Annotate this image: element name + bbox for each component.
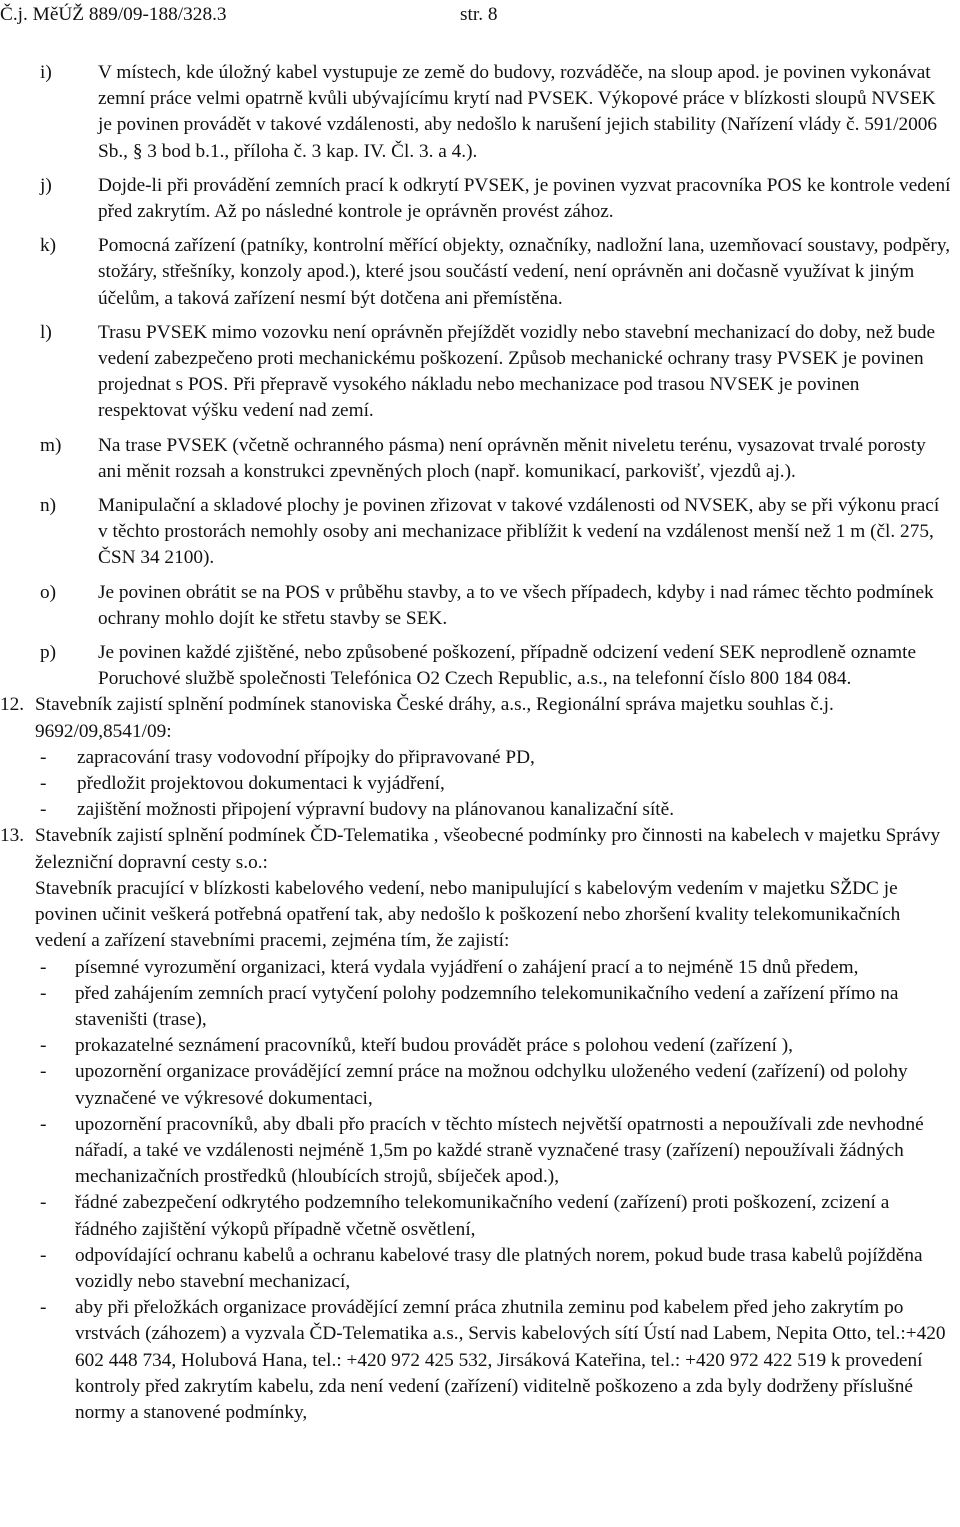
bullet-text: předložit projektovou dokumentaci k vyjádření, bbox=[77, 773, 445, 795]
bullet-text: upozornění pracovníků, aby dbali přo pracích v těchto místech největší opatrnosti a nepoužívali zde nevhodné nářadí, a také ve vzdálenosti nejméně 1,5m po každé straně vyznačené trasy (zařízení) nepoužívali žádných mechanizačních prostředků (hloubících strojů, sbíječek apod.), bbox=[75, 1113, 924, 1188]
list-item bbox=[0, 640, 960, 692]
section-13 bbox=[0, 823, 960, 875]
bullet-text: prokazatelné seznámení pracovníků, kteří budou provádět práce s polohou vedení (zařízení ), bbox=[75, 1035, 793, 1057]
section-number: 12. bbox=[0, 694, 25, 716]
bullet-item bbox=[0, 981, 960, 1033]
item-text: Trasu PVSEK mimo vozovku není oprávněn přejíždět vozidly nebo stavební mechanizací do doby, než bude vedení zabezpečeno proti mechanickému poškození. Způsob mechanické ochrany trasy PVSEK je povinen projednat s POS. Při přepravě vysokého nákladu nebo mechanizace pod trasou NVSEK je povinen respektovat výšku vedení nad zemí. bbox=[98, 321, 936, 422]
bullet-text: písemné vyrozumění organizaci, která vydala vyjádření o zahájení prací a to nejméně 15 dnů předem, bbox=[75, 956, 859, 978]
section-12 bbox=[0, 692, 960, 744]
bullet-item bbox=[0, 1059, 960, 1111]
item-text: Je povinen obrátit se na POS v průběhu stavby, a to ve všech případech, kdyby i nad rámec těchto podmínek ochrany mohlo dojít ke střetu stavby se SEK. bbox=[98, 581, 934, 629]
section-text: Stavebník zajistí splnění podmínek ČD-Telematika , všeobecné podmínky pro činnosti na kabelech v majetku Správy železniční dopravní cesty s.o.: bbox=[35, 825, 941, 873]
bullet-item bbox=[0, 1190, 960, 1242]
dash-marker: - bbox=[40, 1192, 47, 1214]
item-label: m) bbox=[40, 434, 62, 456]
section-paragraph: Stavebník pracující v blízkosti kabelového vedení, nebo manipulující s kabelovým vedením v majetku SŽDC je povinen učinit veškerá potřebná opatření tak, aby nedošlo k poškození nebo zhoršení kvality telekomunikačních vedení a zařízení stavebními pracemi, zejména tím, že zajistí: bbox=[35, 877, 901, 952]
item-text: Je povinen každé zjištěné, nebo způsobené poškození, případně odcizení vedení SEK neprodleně oznamte Poruchové službě společnosti Telefónica O2 Czech Republic, a.s., na telefonní číslo 800 184 084. bbox=[98, 642, 917, 690]
document-reference: Č.j. MěÚŽ 889/09-188/328.3 bbox=[0, 4, 227, 25]
dash-marker: - bbox=[40, 746, 47, 768]
bullet-item bbox=[0, 1112, 960, 1191]
bullet-item bbox=[0, 797, 960, 823]
item-label: k) bbox=[40, 235, 57, 257]
item-text: Dojde-li při provádění zemních prací k odkrytí PVSEK, je povinen vyzvat pracovníka POS ke kontrole vedení před zakrytím. Až po následné kontrole je oprávněn provést zához. bbox=[98, 174, 951, 223]
dash-marker: - bbox=[40, 1061, 47, 1083]
bullet-text: zapracování trasy vodovodní přípojky do připravované PD, bbox=[77, 746, 535, 768]
dash-marker: - bbox=[40, 799, 47, 821]
bullet-text: řádné zabezpečení odkrytého podzemního telekomunikačního vedení (zařízení) proti poškození, zcizení a řádného zajištění výkopů případně včetně osvětlení, bbox=[75, 1192, 890, 1240]
dash-marker: - bbox=[40, 1035, 47, 1057]
list-item bbox=[0, 580, 960, 632]
dash-marker: - bbox=[40, 1113, 47, 1135]
item-label: p) bbox=[40, 642, 57, 664]
bullet-item bbox=[0, 1295, 960, 1426]
dash-marker: - bbox=[40, 773, 47, 795]
bullet-text: odpovídající ochranu kabelů a ochranu kabelové trasy dle platných norem, pokud bude trasa kabelů pojížděna vozidly nebo stavební mechanizací, bbox=[75, 1244, 923, 1292]
dash-marker: - bbox=[40, 956, 47, 978]
item-label: o) bbox=[40, 581, 57, 603]
dash-marker: - bbox=[40, 982, 47, 1004]
bullet-text: aby při přeložkách organizace provádějící zemní práca zhutnila zeminu pod kabelem před jeho zakrytím po vrstvách (záhozem) a vyzvala ČD-Telematika a.s., Servis kabelových sítí Ústí nad Labem, Nepita Otto, tel.:+420 602 448 734, Holubová Hana, tel.: +420 972 425 532, Jirsáková Kateřina, tel.: +420 972 422 519 k provedení kontroly před zakrytím kabelu, zda není vedení (zařízení) viditelně poškozeno a zda byly dodrženy příslušné normy a stanovené podmínky, bbox=[75, 1297, 946, 1423]
bullet-item bbox=[0, 1033, 960, 1059]
section-number: 13. bbox=[0, 825, 25, 847]
item-label: n) bbox=[40, 495, 57, 517]
page-header bbox=[0, 2, 960, 28]
item-label: j) bbox=[40, 174, 52, 196]
dash-marker: - bbox=[40, 1244, 47, 1266]
bullet-item bbox=[0, 1243, 960, 1295]
item-label: l) bbox=[40, 321, 52, 343]
bullet-item bbox=[0, 955, 960, 981]
item-label: i) bbox=[40, 62, 52, 83]
section-text: Stavebník zajistí splnění podmínek stanoviska České dráhy, a.s., Regionální správa majetku souhlas č.j. 9692/09,8541/09: bbox=[35, 694, 834, 742]
bullet-text: upozornění organizace provádějící zemní práce na možnou odchylku uloženého vedení (zařízení) od polohy vyznačené ve výkresové dokumentaci, bbox=[75, 1061, 908, 1109]
bullet-text: zajištění možnosti připojení výpravní budovy na plánovanou kanalizační sítě. bbox=[77, 799, 675, 821]
page-number: str. 8 bbox=[460, 4, 498, 25]
list-item bbox=[0, 493, 960, 572]
item-text: Manipulační a skladové plochy je povinen zřizovat v takové vzdálenosti od NVSEK, aby se při výkonu prací v těchto prostorách nemohly osoby ani mechanizace přiblížit k vedení na vzdálenost menší než 1 m (čl. 275, ČSN 34 2100). bbox=[98, 495, 940, 569]
list-item bbox=[0, 233, 960, 312]
bullet-item bbox=[0, 745, 960, 771]
dash-marker: - bbox=[40, 1297, 47, 1319]
list-item bbox=[0, 320, 960, 425]
bullet-text: před zahájením zemních prací vytyčení polohy podzemního telekomunikačního vedení a zařízení přímo na staveništi (trase), bbox=[75, 982, 899, 1030]
list-item bbox=[0, 60, 960, 165]
item-text: Na trase PVSEK (včetně ochranného pásma) není oprávněn měnit niveletu terénu, vysazovat trvalé porosty ani měnit rozsah a konstrukci zpevněných ploch (např. komunikací, parkovišť, vjezdů aj.). bbox=[98, 434, 926, 482]
bullet-item bbox=[0, 771, 960, 797]
list-item bbox=[0, 433, 960, 485]
item-text: V místech, kde úložný kabel vystupuje ze země do budovy, rozváděče, na sloup apod. je povinen vykonávat zemní práce velmi opatrně kvůli ubývajícímu krytí nad PVSEK. Výkopové práce v blízkosti sloupů NVSEK je povinen provádět v takové vzdálenosti, aby nedošlo k narušení jejich stability (Nařízení vlády č. 591/2006 Sb., § 3 bod b.1., příloha č. 3 kap. IV. Čl. 3. a 4.). bbox=[98, 62, 938, 162]
item-text: Pomocná zařízení (patníky, kontrolní měřící objekty, označníky, nadložní lana, uzemňovací soustavy, podpěry, stožáry, střešníky, konzoly apod.), které jsou součástí vedení, není oprávněn ani dočasně využívat k jiným účelům, a taková zařízení nesmí být dotčena ani přemístěna. bbox=[98, 235, 951, 309]
list-item bbox=[0, 173, 960, 225]
document-body bbox=[0, 60, 960, 1426]
